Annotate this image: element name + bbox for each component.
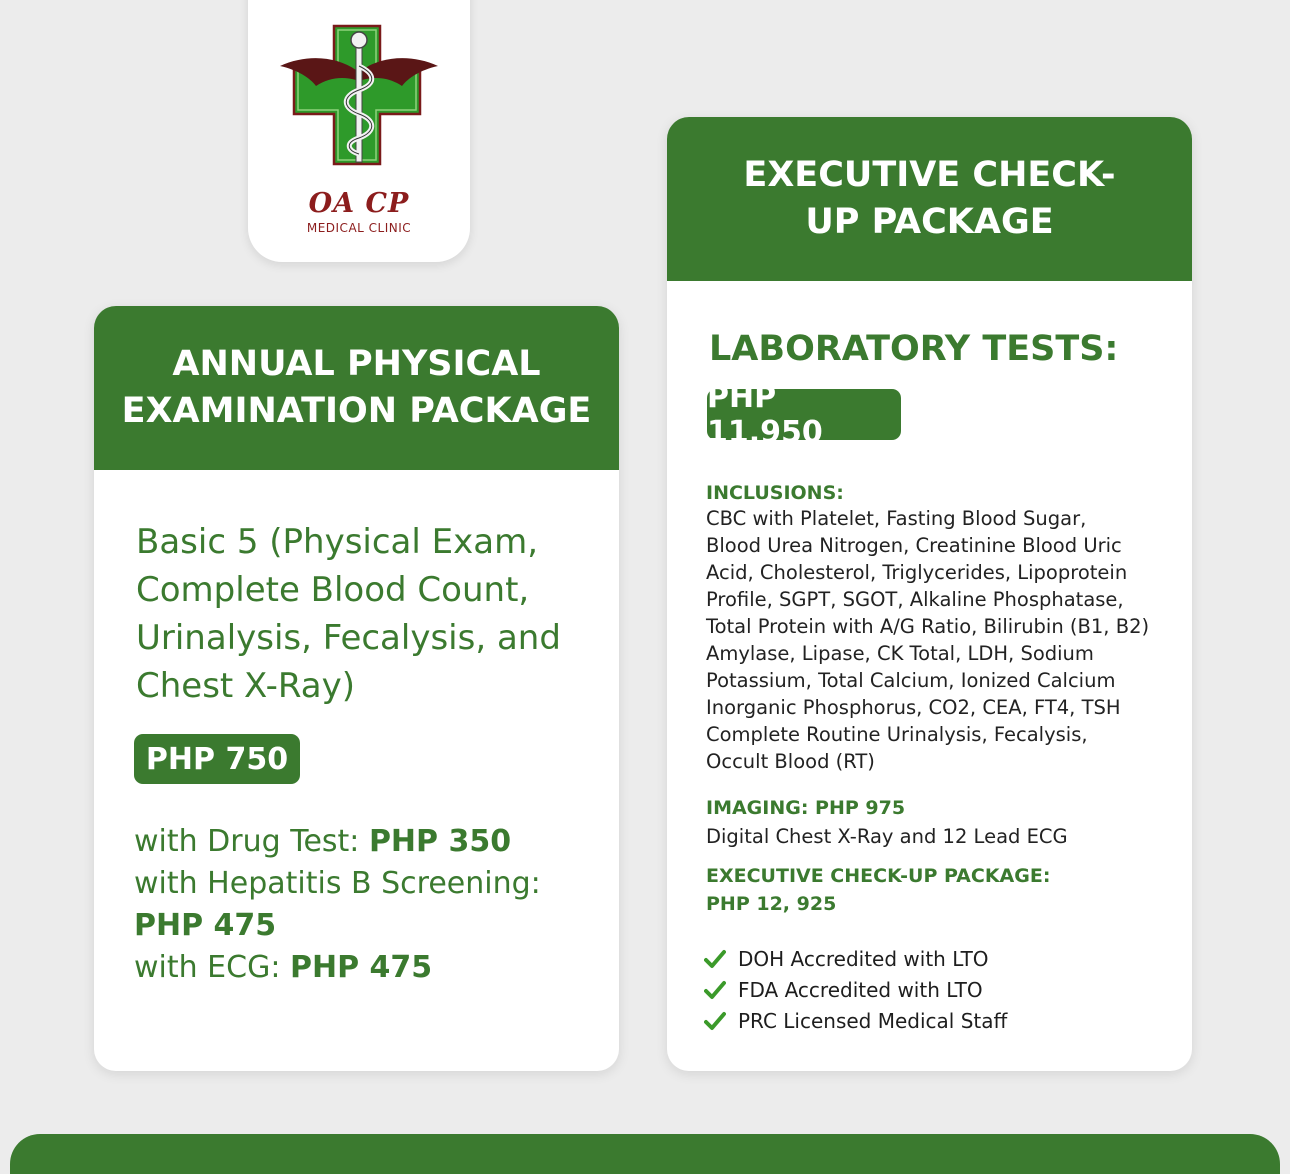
executive-package-card <box>667 117 1192 1071</box>
addon-price: PHP 475 <box>134 908 277 943</box>
executive-package-price: PHP 12, 925 <box>706 893 837 915</box>
inclusions-line: Complete Routine Urinalysis, Fecalysis, <box>706 723 1088 746</box>
inclusions-line: Occult Blood (RT) <box>706 750 875 773</box>
addon-item-ecg <box>134 947 604 989</box>
basic-package-description: Basic 5 (Physical Exam, Complete Blood Count, Urinalysis, Fecalysis, and Chest X-Ray) <box>136 522 561 706</box>
addon-item-drug-test <box>134 821 604 863</box>
inclusions-line: Profile, SGPT, SGOT, Alkaline Phosphatase, <box>706 588 1124 611</box>
caduceus-cross-icon <box>276 20 442 170</box>
annual-package-card <box>94 306 619 1071</box>
executive-package-price-label: EXECUTIVE CHECK-UP PACKAGE: <box>706 865 1051 887</box>
addon-price: PHP 475 <box>289 950 433 985</box>
accreditation-item <box>704 943 1007 974</box>
addon-list <box>134 821 604 989</box>
inclusions-line: Acid, Cholesterol, Triglycerides, Lipoprotein <box>706 561 1128 584</box>
accreditation-item <box>704 1005 1007 1036</box>
inclusions-line: Blood Urea Nitrogen, Creatinine Blood Uric <box>706 534 1122 557</box>
clinic-logo-card <box>248 0 470 262</box>
basic-price-badge: PHP 750 <box>134 734 300 784</box>
executive-package-title-text: EXECUTIVE CHECK-UP PACKAGE <box>743 155 1116 242</box>
inclusions-line: Amylase, Lipase, CK Total, LDH, Sodium <box>706 642 1094 665</box>
clinic-logo-name: OA CP <box>308 188 410 219</box>
inclusions-line: Potassium, Total Calcium, Ionized Calcium <box>706 669 1116 692</box>
imaging-text: Digital Chest X-Ray and 12 Lead ECG <box>706 825 1068 848</box>
annual-package-title <box>94 306 619 470</box>
addon-item-hepatitis-b <box>134 863 604 947</box>
accreditation-text: DOH Accredited with LTO <box>738 946 989 971</box>
accreditation-list <box>704 943 1007 1036</box>
checkmark-icon <box>704 949 726 969</box>
inclusions-line: Total Protein with A/G Ratio, Bilirubin (B1, B2) <box>706 615 1150 638</box>
accreditation-text: FDA Accredited with LTO <box>738 977 983 1002</box>
addon-label: with Hepatitis B Screening: <box>134 866 541 901</box>
checkmark-icon <box>704 1011 726 1031</box>
inclusions-label: INCLUSIONS: <box>706 482 844 504</box>
inclusions-line: CBC with Platelet, Fasting Blood Sugar, <box>706 507 1087 530</box>
inclusions-line: Inorganic Phosphorus, CO2, CEA, FT4, TSH <box>706 696 1121 719</box>
accreditation-text: PRC Licensed Medical Staff <box>738 1008 1008 1033</box>
inclusions-text <box>706 505 1176 775</box>
checkmark-icon <box>704 980 726 1000</box>
accreditation-item <box>704 974 1007 1005</box>
addon-label: with Drug Test: <box>134 824 369 859</box>
lab-price-badge: PHP 11,950 <box>707 389 901 440</box>
bottom-banner <box>10 1134 1280 1174</box>
executive-package-title <box>667 117 1192 281</box>
annual-package-title-text: ANNUAL PHYSICAL EXAMINATION PACKAGE <box>121 344 592 431</box>
addon-label: with ECG: <box>134 950 290 985</box>
imaging-label: IMAGING: PHP 975 <box>706 797 906 819</box>
addon-price: PHP 350 <box>368 824 512 859</box>
clinic-logo-subtitle: MEDICAL CLINIC <box>306 221 412 235</box>
laboratory-tests-title: LABORATORY TESTS: <box>709 329 1119 369</box>
